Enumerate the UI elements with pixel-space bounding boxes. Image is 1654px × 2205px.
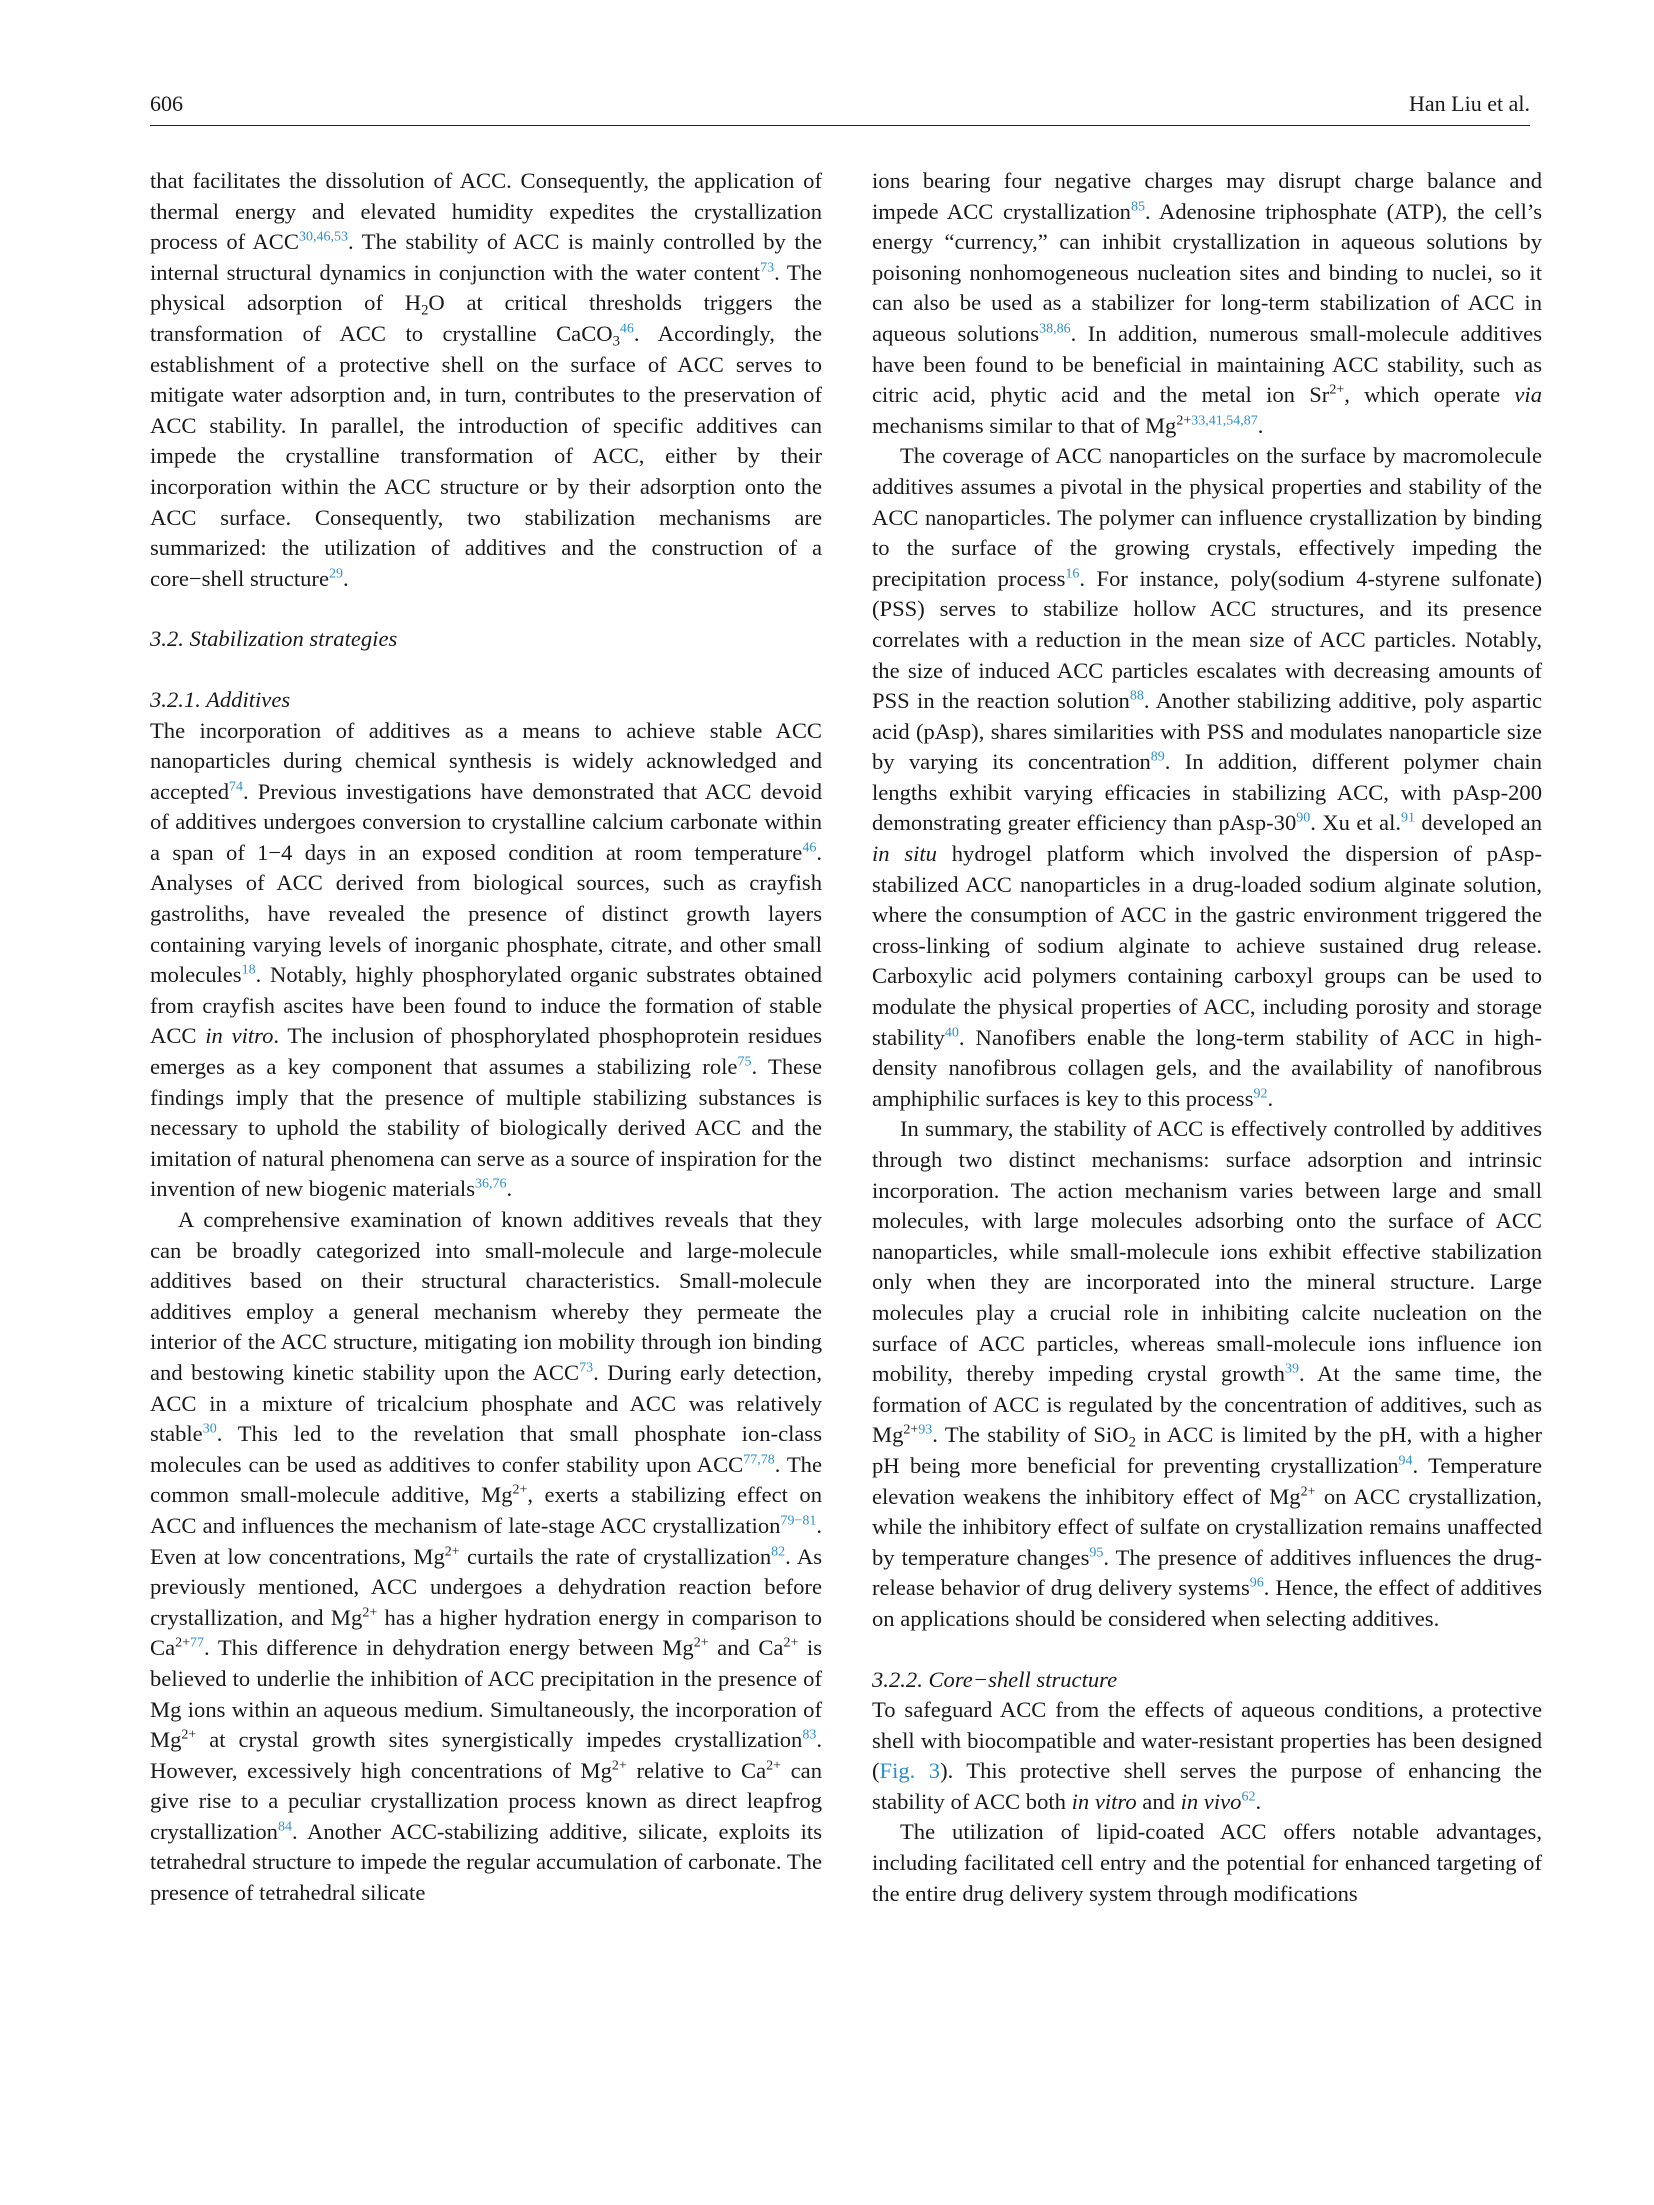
citation-link[interactable]: 82 — [771, 1543, 786, 1559]
citation-link[interactable]: 18 — [241, 962, 256, 978]
figure-link[interactable]: Fig. 3 — [879, 1758, 941, 1784]
paragraph: To safeguard ACC from the effects of aqueous conditions, a protective shell with biocompatible and water-resistant properties has been designed (Fig. 3). This protective shell serves the purpose of enhancing the stability of ACC both in vitro and in vivo$^{62}$. — [872, 1697, 1542, 1814]
paragraph: The coverage of ACC nanoparticles on the surface by macromolecule additives assumes a pivotal in the physical properties and stability of the ACC nanoparticles. The polymer can influence crystallization by binding to the surface of the growing crystals, effectively impeding the precipitation process$^{16}$. For instance, poly(sodium 4-styrene sulfonate) (PSS) serves to stabilize hollow ACC structures, and its presence correlates with a reduction in the mean size of ACC particles. Notably, the size of induced ACC particles escalates with decreasing amounts of PSS in the reaction solution$^{88}$. Another stabilizing additive, poly aspartic acid (pAsp), shares similarities with PSS and modulates nanoparticle size by varying its concentration$^{89}$. In addition, different polymer chain lengths exhibit varying efficacies in stabilizing ACC, with pAsp-200 demonstrating greater efficiency than pAsp-30$^{90}$. Xu et al.$^{91}$ developed an in situ hydrogel platform which involved the dispersion of pAsp-stabilized ACC nanoparticles in a drug-loaded sodium alginate solution, where the consumption of ACC in the gastric environment triggered the cross-linking of sodium alginate to achieve sustained drug release. Carboxylic acid polymers containing carboxyl groups can be used to modulate the physical properties of ACC, including porosity and storage stability$^{40}$. Nanofibers enable the long-term stability of ACC in high-density nanofibrous collagen gels, and the availability of nanofibrous amphiphilic surfaces is key to this process$^{92}$. — [872, 443, 1543, 1111]
citation-link[interactable]: 46 — [619, 321, 634, 337]
citation-link[interactable]: 16 — [1065, 566, 1080, 582]
running-authors: Han Liu et al. — [1409, 91, 1530, 116]
citation-link[interactable]: 89 — [1150, 749, 1165, 765]
citation-link[interactable]: 96 — [1249, 1575, 1264, 1591]
citation-link[interactable]: 73 — [760, 260, 775, 276]
citation-link[interactable]: 93 — [918, 1422, 933, 1438]
citation-link[interactable]: 94 — [1398, 1453, 1413, 1469]
citation-link[interactable]: 38,86 — [1039, 321, 1071, 337]
paragraph: The utilization of lipid-coated ACC offers notable advantages, including facilitated cell entry and the potential for enhanced targeting of the entire drug delivery system through modifications — [872, 1819, 1542, 1906]
page-header — [150, 86, 1530, 122]
citation-link[interactable]: 36,76 — [475, 1176, 507, 1192]
subsection-heading: 3.2.2. Core−shell structure — [872, 1666, 1118, 1692]
citation-link[interactable]: 79−81 — [780, 1513, 817, 1529]
citation-link[interactable]: 77 — [190, 1635, 205, 1651]
left-column — [150, 166, 822, 1909]
citation-link[interactable]: 39 — [1284, 1361, 1299, 1377]
citation-link[interactable]: 83 — [802, 1727, 817, 1743]
citation-link[interactable]: 92 — [1253, 1086, 1268, 1102]
header-rule — [150, 125, 1530, 126]
citation-link[interactable]: 75 — [737, 1054, 752, 1070]
citation-link[interactable]: 90 — [1296, 810, 1311, 826]
citation-link[interactable]: 62 — [1241, 1789, 1256, 1805]
citation-link[interactable]: 40 — [944, 1024, 959, 1040]
citation-link[interactable]: 84 — [277, 1819, 292, 1835]
paragraph: The incorporation of additives as a means to achieve stable ACC nanoparticles during chemical synthesis is widely acknowledged and accepted$^{74}$. Previous investigations have demonstrated that ACC devoid of additives undergoes conversion to crystalline calcium carbonate within a span of 1−4 days in an exposed condition at room temperature$^{46}$. Analyses of ACC derived from biological sources, such as crayfish gastroliths, have revealed the presence of distinct growth layers containing varying levels of inorganic phosphate, citrate, and other small molecules$^{18}$. Notably, highly phosphorylated organic substrates obtained from crayfish ascites have been found to induce the formation of stable ACC in vitro. The inclusion of phosphorylated phosphoprotein residues emerges as a key component that assumes a stabilizing role$^{75}$. These findings imply that the presence of multiple stabilizing substances is necessary to uphold the stability of biologically derived ACC and the imitation of natural phenomena can serve as a source of inspiration for the invention of new biogenic materials$^{36,76}$. — [150, 717, 823, 1202]
citation-link[interactable]: 46 — [802, 840, 817, 856]
paragraph: ions bearing four negative charges may disrupt charge balance and impede ACC crystallization$^{85}$. Adenosine triphosphate (ATP), the cell’s energy “currency,” can inhibit crystallization in aqueous solutions by poisoning nonhomogeneous nucleation sites and binding to nuclei, so it can also be used as a stabilizer for long-term stabilization of ACC in aqueous solutions$^{38,86}$. In addition, numerous small-molecule additives have been found to be beneficial in maintaining ACC stability, such as citric acid, phytic acid and the metal ion $Sr^{2+}$, which operate via mechanisms similar to that of Mg$^{2+33,41,54,87}$. — [872, 168, 1542, 438]
paragraph: that facilitates the dissolution of ACC. Consequently, the application of thermal energy and elevated humidity expedites the crystallization process of ACC$^{30,46,53}$. The stability of ACC is mainly controlled by the internal structural dynamics in conjunction with the water content$^{73}$. The physical adsorption of H2O at critical thresholds triggers the transformation of ACC to crystalline CaCO3$^{46}$. Accordingly, the establishment of a protective shell on the surface of ACC serves to mitigate water adsorption and, in turn, contributes to the preservation of ACC stability. In parallel, the introduction of specific additives can impede the crystalline transformation of ACC, either by their incorporation within the ACC structure or by their adsorption onto the ACC surface. Consequently, two stabilization mechanisms are summarized: the utilization of additives and the construction of a core−shell structure$^{29}$. — [150, 168, 823, 591]
citation-link[interactable]: 77,78 — [743, 1452, 775, 1468]
citation-link[interactable]: 30,46,53 — [298, 229, 348, 245]
citation-link[interactable]: 29 — [329, 566, 343, 582]
page-number: 606 — [150, 91, 183, 116]
citation-link[interactable]: 88 — [1129, 688, 1144, 704]
citation-link[interactable]: 95 — [1089, 1545, 1104, 1561]
citation-link[interactable]: 30 — [202, 1421, 217, 1437]
paragraph: A comprehensive examination of known additives reveals that they can be broadly categorized into small-molecule and large-molecule additives based on their structural characteristics. Small-molecule additives employ a general mechanism whereby they permeate the interior of the ACC structure, mitigating ion mobility through ion binding and bestowing kinetic stability upon the ACC$^{73}$. During early detection, ACC in a mixture of tricalcium phosphate and ACC was relatively stable$^{30}$. This led to the revelation that small phosphate ion-class molecules can be used as additives to confer stability upon ACC$^{77,78}$. The common small-molecule additive, $Mg^{2+}$, exerts a stabilizing effect on ACC and influences the mechanism of late-stage ACC crystallization$^{79-81}$. Even at low concentrations, $Mg^{2+}$ curtails the rate of crystallization$^{82}$. As previously mentioned, ACC undergoes a dehydration reaction before crystallization, and $Mg^{2+}$ has a higher hydration energy in comparison to Ca$^{2+77}$. This difference in dehydration energy between $Mg^{2+}$ and $Ca^{2+}$ is believed to underlie the inhibition of ACC precipitation in the presence of Mg ions within an aqueous medium. Simultaneously, the incorporation of $Mg^{2+}$ at crystal growth sites synergistically impedes crystallization$^{83}$. However, excessively high concentrations of $Mg^{2+}$ relative to $Ca^{2+}$ can give rise to a peculiar crystallization process known as direct leapfrog crystallization$^{84}$. Another ACC-stabilizing additive, silicate, exploits its tetrahedral structure to impede the regular accumulation of carbonate. The presence of tetrahedral silicate — [150, 1207, 823, 1906]
section-heading: 3.2. Stabilization strategies — [150, 626, 398, 652]
right-column — [872, 166, 1542, 1909]
citation-link[interactable]: 74 — [229, 779, 244, 795]
paragraph: In summary, the stability of ACC is effectively controlled by additives through two distinct mechanisms: surface adsorption and intrinsic incorporation. The action mechanism varies between large and small molecules, with large molecules adsorbing onto the surface of ACC nanoparticles, while small-molecule ions exhibit effective stabilization only when they are incorporated into the mineral structure. Large molecules play a crucial role in inhibiting calcite nucleation on the surface of ACC particles, whereas small-molecule ions influence ion mobility, thereby impeding crystal growth$^{39}$. At the same time, the formation of ACC is regulated by the concentration of additives, such as Mg$^{2+93}$. The stability of SiO2 in ACC is limited by the pH, with a higher pH being more beneficial for preventing crystallization$^{94}$. Temperature elevation weakens the inhibitory effect of $Mg^{2+}$ on ACC crystallization, while the inhibitory effect of sulfate on crystallization remains unaffected by temperature changes$^{95}$. The presence of additives influences the drug-release behavior of drug delivery systems$^{96}$. Hence, the effect of additives on applications should be considered when selecting additives. — [872, 1116, 1543, 1631]
citation-link[interactable]: 91 — [1401, 810, 1416, 826]
spacer — [872, 1635, 1542, 1665]
subsection-heading: 3.2.1. Additives — [150, 686, 291, 712]
citation-link[interactable]: 73 — [579, 1360, 594, 1376]
citation-link[interactable]: 33,41,54,87 — [1191, 413, 1258, 429]
citation-link[interactable]: 85 — [1130, 198, 1145, 214]
